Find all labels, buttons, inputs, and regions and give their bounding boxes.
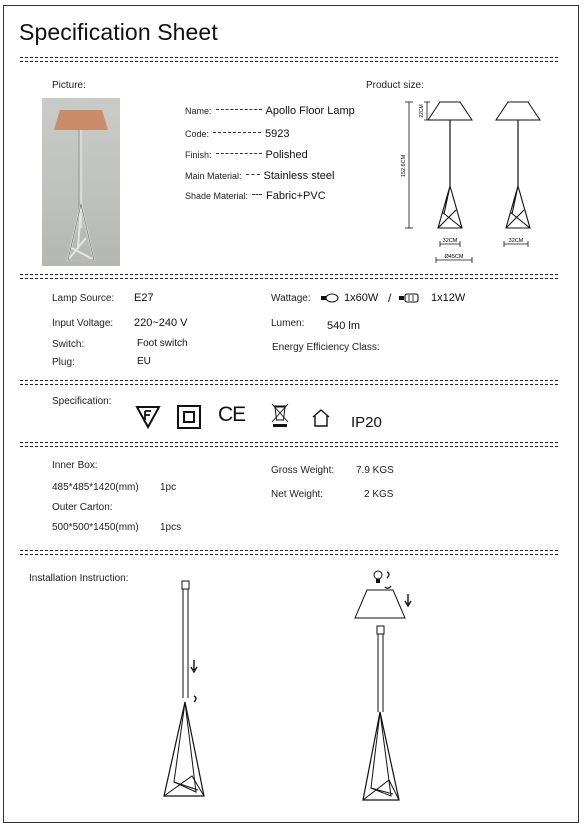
input-voltage-value: 220~240 V xyxy=(134,317,188,329)
wattage-separator: / xyxy=(388,291,392,305)
outer-carton-size: 500*500*1450(mm) xyxy=(52,522,139,533)
ce-mark-icon: CE xyxy=(218,403,246,426)
installation-step-2-drawing xyxy=(347,566,427,806)
inner-box-qty: 1pc xyxy=(160,482,177,493)
plug-label: Plug: xyxy=(52,357,75,368)
separator xyxy=(20,273,558,282)
field-label: Code: xyxy=(185,129,210,139)
ip-rating: IP20 xyxy=(351,414,382,431)
product-main-material: Stainless steel xyxy=(263,170,335,182)
wattage-1-value: 1x60W xyxy=(344,292,379,304)
outer-carton-qty: 1pcs xyxy=(160,522,182,533)
lamp-source-label: Lamp Source: xyxy=(52,293,115,304)
net-weight-label: Net Weight: xyxy=(271,489,324,500)
lumen-label: Lumen: xyxy=(271,318,305,329)
gross-weight-value: 7.9 KGS xyxy=(356,465,394,476)
product-name: Apollo Floor Lamp xyxy=(265,105,355,117)
product-dimension-drawing xyxy=(400,94,560,269)
product-code: 5923 xyxy=(265,128,290,140)
shade-top-dim-2: 32CM xyxy=(508,238,524,244)
inner-box-size: 485*485*1420(mm) xyxy=(52,482,139,493)
picture-label: Picture: xyxy=(52,80,86,91)
energy-class-label: Energy Efficiency Class: xyxy=(272,342,380,353)
inner-box-label: Inner Box: xyxy=(52,460,98,471)
field-label: Name: xyxy=(185,106,212,116)
field-row xyxy=(185,124,290,142)
incandescent-bulb-icon xyxy=(320,293,340,303)
led-bulb-icon xyxy=(398,293,422,303)
weee-bin-icon xyxy=(271,402,289,428)
net-weight-value: 2 KGS xyxy=(364,489,394,500)
page-title: Specification Sheet xyxy=(19,19,218,45)
field-row xyxy=(185,186,326,204)
product-size-label: Product size: xyxy=(366,80,424,91)
field-label: Finish: xyxy=(185,150,212,160)
plug-value: EU xyxy=(137,356,151,367)
product-photo xyxy=(42,98,120,266)
shade-height-dim: 22CM xyxy=(419,104,425,118)
field-row xyxy=(185,145,308,163)
total-height-dim: 152.6CM xyxy=(401,154,407,178)
field-label: Main Material: xyxy=(185,171,242,181)
switch-value: Foot switch xyxy=(137,338,188,349)
specification-label: Specification: xyxy=(52,396,112,407)
base-diameter-dim: Ø45CM xyxy=(444,254,464,260)
lumen-value: 540 lm xyxy=(327,320,361,332)
field-label: Shade Material: xyxy=(185,191,249,201)
input-voltage-label: Input Voltage: xyxy=(52,318,114,329)
field-row xyxy=(185,166,334,184)
indoor-house-icon xyxy=(311,408,331,428)
wattage-2-value: 1x12W xyxy=(431,292,466,304)
lamp-source-value: E27 xyxy=(134,292,154,304)
installation-step-1-drawing xyxy=(152,578,222,808)
shade-top-dim: 32CM xyxy=(442,238,458,244)
switch-label: Switch: xyxy=(52,339,85,350)
gross-weight-label: Gross Weight: xyxy=(271,465,335,476)
installation-label: Installation Instruction: xyxy=(29,573,129,584)
double-insulation-icon xyxy=(177,405,201,429)
f-mark-icon xyxy=(136,405,160,429)
separator xyxy=(20,441,558,450)
lamp-photo-illustration xyxy=(42,98,120,266)
product-shade-material: Fabric+PVC xyxy=(266,190,326,202)
product-finish: Polished xyxy=(265,149,308,161)
outer-carton-label: Outer Carton: xyxy=(52,502,113,513)
separator xyxy=(20,56,558,65)
separator xyxy=(20,379,558,388)
field-row xyxy=(185,101,355,119)
wattage-label: Wattage: xyxy=(271,293,311,304)
separator xyxy=(20,549,558,558)
